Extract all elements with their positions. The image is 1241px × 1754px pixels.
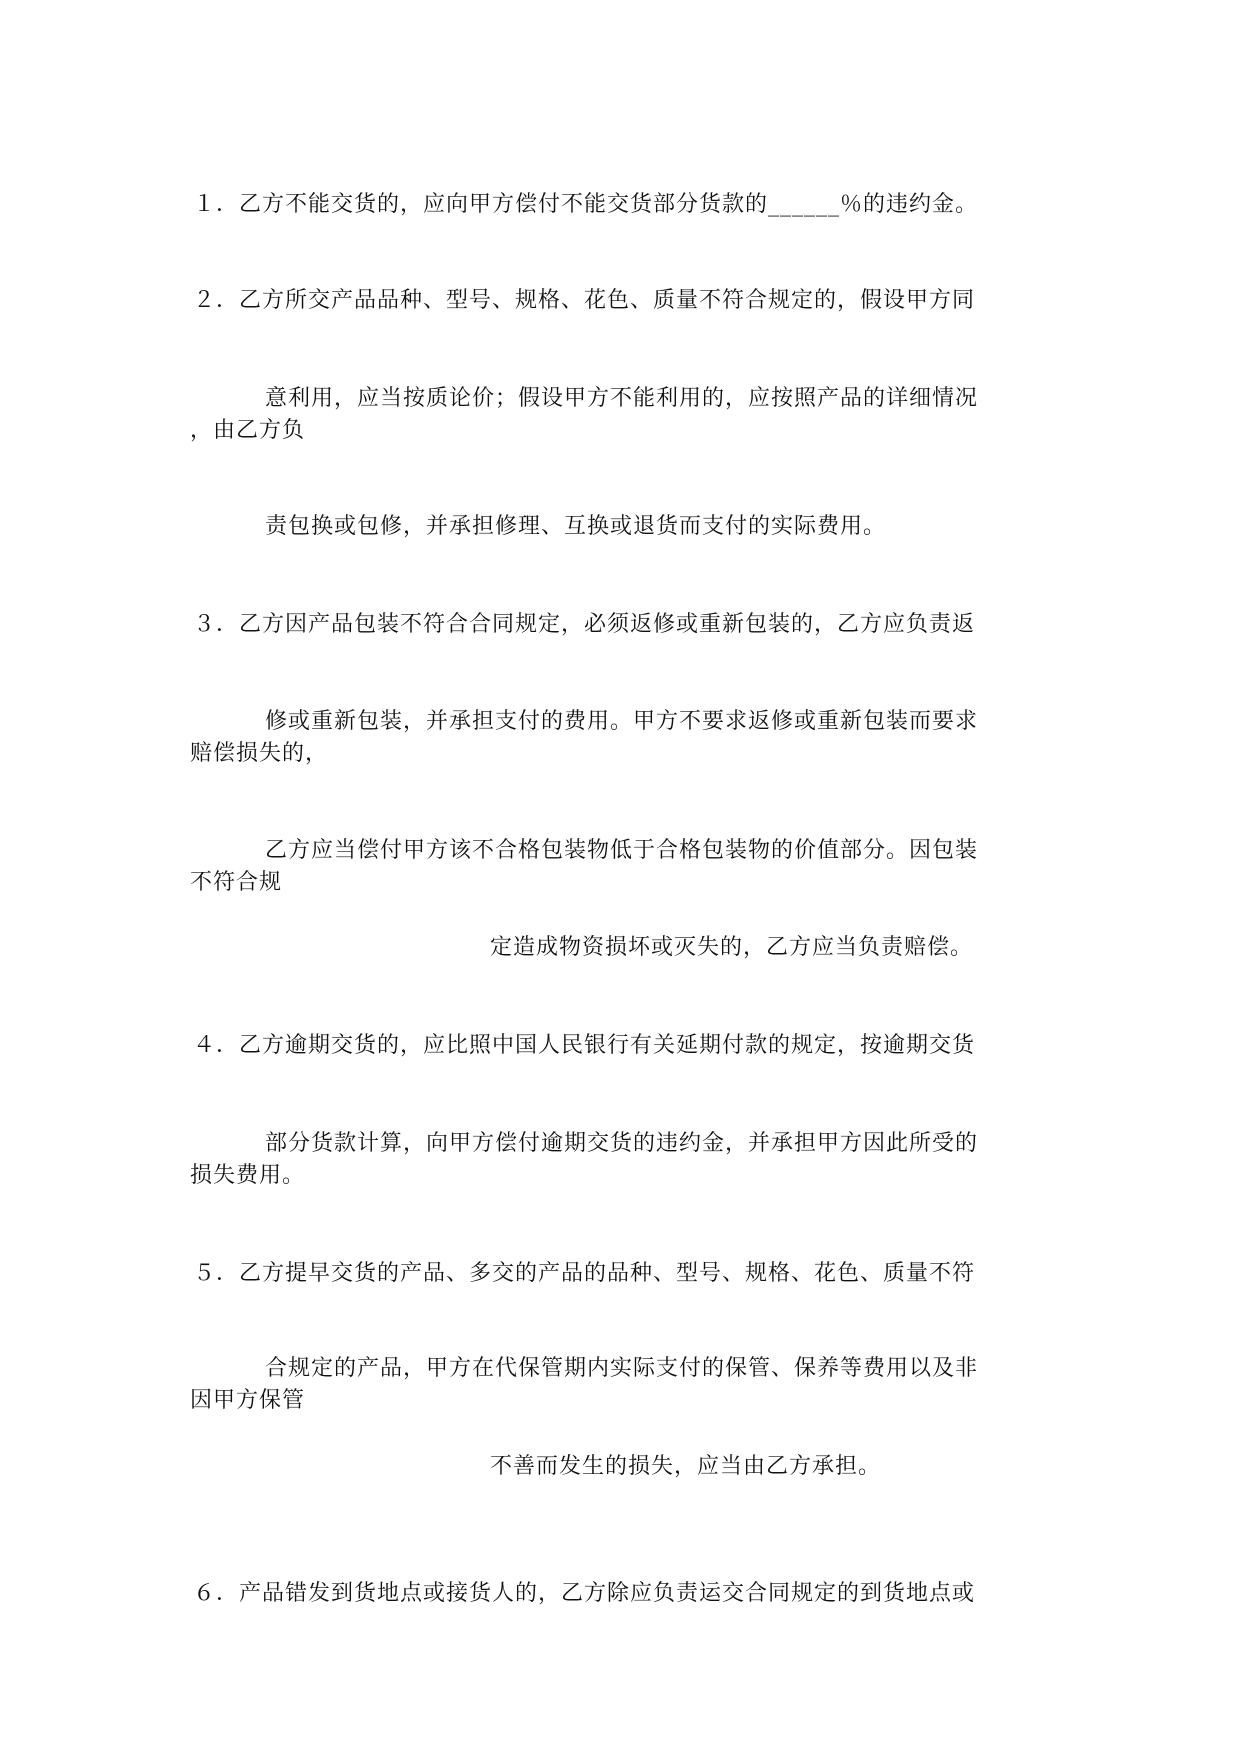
clause-1-line-1: １．乙方不能交货的，应向甲方偿付不能交货部分货款的______％的违约金。 (193, 192, 979, 217)
clause-5-line-1: ５．乙方提早交货的产品、多交的产品的品种、型号、规格、花色、质量不符 (193, 1261, 976, 1286)
clause-3-line-6: 定造成物资损坏或灭失的，乙方应当负责赔偿。 (490, 935, 974, 960)
clause-6-line-1: ６．产品错发到货地点或接货人的，乙方除应负责运交合同规定的到货地点或 (193, 1581, 976, 1606)
clause-3-line-1: ３．乙方因产品包装不符合合同规定，必须返修或重新包装的，乙方应负责返 (193, 612, 976, 637)
clause-4-line-1: ４．乙方逾期交货的，应比照中国人民银行有关延期付款的规定，按逾期交货 (193, 1033, 976, 1058)
clause-5-line-4: 不善而发生的损失，应当由乙方承担。 (490, 1454, 882, 1479)
clause-3-line-4: 乙方应当偿付甲方该不合格包装物低于合格包装物的价值部分。因包装 (265, 838, 979, 863)
clause-2-line-4: 责包换或包修，并承担修理、互换或退货而支付的实际费用。 (265, 514, 887, 539)
clause-3-line-2: 修或重新包装，并承担支付的费用。甲方不要求返修或重新包装而要求 (265, 709, 979, 734)
clause-2-line-1: ２．乙方所交产品品种、型号、规格、花色、质量不符合规定的，假设甲方同 (193, 288, 976, 313)
clause-2-line-2: 意利用，应当按质论价；假设甲方不能利用的，应按照产品的详细情况 (265, 386, 979, 411)
clause-5-line-2: 合规定的产品，甲方在代保管期内实际支付的保管、保养等费用以及非 (265, 1356, 979, 1381)
clause-3-line-5: 不符合规 (190, 870, 283, 895)
clause-5-line-3: 因甲方保管 (190, 1388, 306, 1413)
clause-3-line-3: 赔偿损失的， (190, 741, 329, 766)
clause-2-line-3: ，由乙方负 (190, 418, 306, 443)
clause-4-line-2: 部分货款计算，向甲方偿付逾期交货的违约金，并承担甲方因此所受的 (265, 1131, 979, 1156)
clause-4-line-3: 损失费用。 (190, 1163, 306, 1188)
